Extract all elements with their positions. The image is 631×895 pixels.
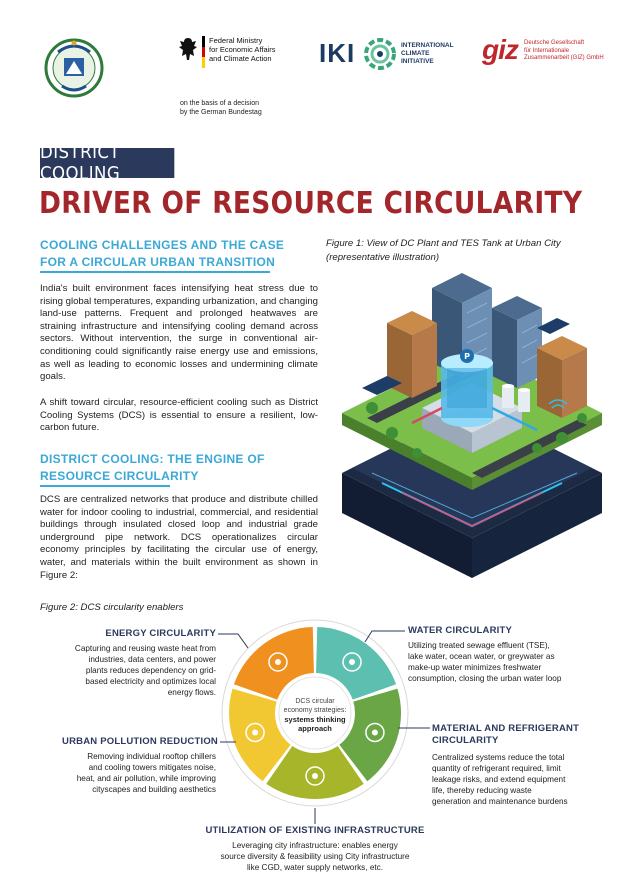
iki-wordmark: IKI	[319, 38, 356, 68]
page-title: DRIVER OF RESOURCE CIRCULARITY	[39, 186, 583, 221]
heading-underline	[40, 485, 170, 487]
federal-eagle-icon	[178, 36, 198, 62]
material-icon-dot	[372, 729, 378, 735]
heading-underline	[40, 271, 270, 273]
district-cooling-badge: DISTRICT COOLING	[40, 148, 174, 178]
energy-circularity-text: Capturing and reusing waste heat from industries, data centers, and power plants reduces dependency on grid- based electricity and optimizes local energy flows.	[74, 644, 216, 697]
bundestag-basis-note: on the basis of a decision by the German Bundestag	[180, 100, 262, 116]
section2-paragraph-1: DCS are centralized networks that produce and distribute chilled water for indoor cooling to industrial, commercial, and residential buildings through insulated closed loop and industrial grade underground pipe network. DCS operationalizes circular economy principles by facilitating the circular use of energy, water, and materials within the built environment as shown in Figure 2:	[40, 494, 318, 581]
pollution-icon-dot	[252, 729, 258, 735]
existing-infrastructure-text: Leveraging city infrastructure: enables energy source diversity & feasibility using City infrastructure like CGD, water supply networks, etc.	[220, 841, 410, 872]
urban-pollution-reduction-title: URBAN POLLUTION REDUCTION	[62, 736, 218, 747]
giz-full-name: Deutsche Gesellschaft für Internationale Zusammenarbeit (GIZ) GmbH	[524, 40, 604, 61]
water-icon-dot	[349, 659, 355, 665]
figure2-caption: Figure 2: DCS circularity enablers	[40, 602, 184, 613]
infrastructure-icon-dot	[312, 773, 318, 779]
center-text-line3: systems thinking	[284, 715, 346, 724]
center-text-line1: DCS circular	[295, 698, 335, 705]
iki-ring-icon	[363, 37, 397, 71]
section1-paragraph-2: A shift toward circular, resource-efficient cooling such as District Cooling Systems (DCS) is essential to ensure a resilient, low-carbon future.	[40, 397, 318, 434]
iki-full-name: INTERNATIONAL CLIMATE INITIATIVE	[401, 42, 454, 65]
svg-text:P: P	[464, 352, 470, 361]
german-flag	[202, 36, 205, 68]
material-refrigerant-circularity-title: MATERIAL AND REFRIGERANT CIRCULARITY	[432, 723, 580, 746]
giz-wordmark: giz	[482, 34, 518, 65]
ministry-name: Federal Ministry for Economic Affairs and Climate Action	[209, 36, 276, 63]
existing-infrastructure-title: UTILIZATION OF EXISTING INFRASTRUCTURE	[205, 825, 425, 836]
center-text-line2: economy strategies:	[283, 707, 347, 714]
circularity-wheel	[220, 618, 410, 808]
center-text-line4: approach	[298, 724, 332, 733]
section-heading-engine-of-circularity: DISTRICT COOLING: THE ENGINE OF RESOURCE CIRCULARITY	[40, 452, 265, 483]
figure1-caption: Figure 1: View of DC Plant and TES Tank at Urban City (representative illustration)	[326, 238, 561, 263]
section-heading-cooling-challenges: COOLING CHALLENGES AND THE CASE FOR A CIRCULAR URBAN TRANSITION	[40, 238, 285, 269]
water-circularity-title: WATER CIRCULARITY	[408, 625, 513, 636]
energy-circularity-title: ENERGY CIRCULARITY	[105, 628, 216, 639]
state-emblem-logo	[44, 38, 104, 98]
district-cooling-plant-illustration	[322, 268, 612, 598]
energy-icon-dot	[275, 659, 281, 665]
section1-paragraph-1: India's built environment faces intensifying heat stress due to rising global temperatures, expanding urbanization, and changing land-use patterns. Frequent and prolonged heatwaves are straining infrastructure and intensifying cooling demand across sectors. Without intervention, the surge in conventional air-conditioning could significantly raise energy use and emissions, as well as leading to economic losses and undermining climate goals.	[40, 283, 318, 383]
water-circularity-text: Utilizing treated sewage effluent (TSE), lake water, ocean water, or greywater as make-up water minimizes freshwater consumption, closing the urban water loop	[408, 641, 562, 683]
material-refrigerant-circularity-text: Centralized systems reduce the total quantity of refrigerant required, limit leakage risks, and extend equipment life, thereby reducing waste generation and maintenance burdens	[432, 753, 568, 806]
urban-pollution-reduction-text: Removing individual rooftop chillers and cooling towers mitigates noise, heat, and air pollution, while improving cityscapes and building aesthetics	[76, 752, 216, 794]
